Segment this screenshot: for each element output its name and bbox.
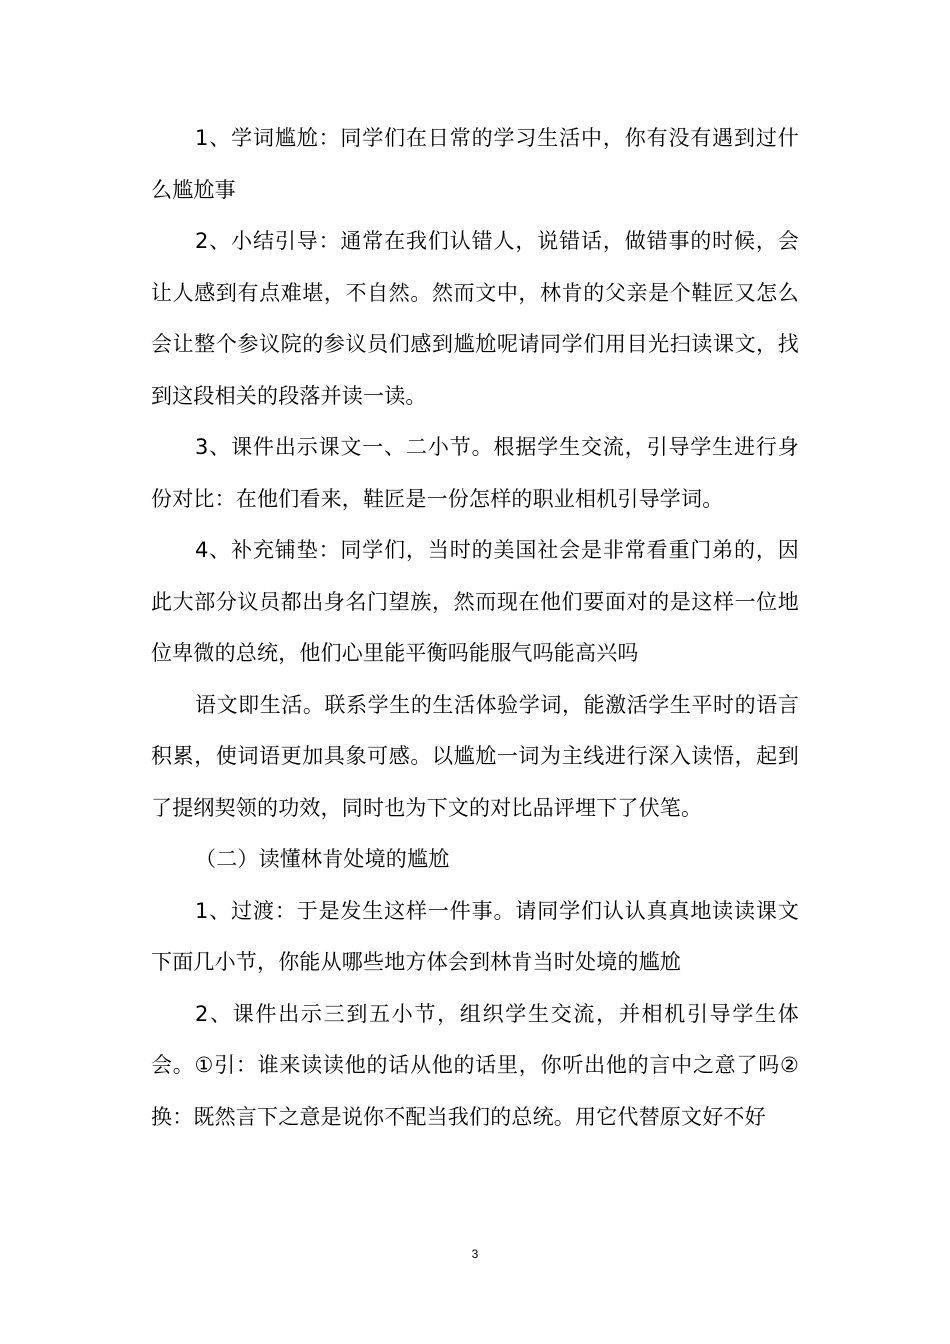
paragraph-courseware-2: 2、课件出示三到五小节，组织学生交流，并相机引导学生体会。①引：谁来读读他的话从他的话里，你听出他的言中之意了吗②换：既然言下之意是说你不配当我们的总统。用它代替原文好不好 bbox=[151, 1001, 799, 1129]
paragraph-courseware-1: 3、课件出示课文一、二小节。根据学生交流，引导学生进行身份对比：在他们看来，鞋匠是一份怎样的职业相机引导学词。 bbox=[151, 435, 799, 511]
section-heading: （二）读懂林肯处境的尴尬 bbox=[195, 847, 450, 871]
paragraph-commentary: 语文即生活。联系学生的生活体验学词，能激活学生平时的语言积累，使词语更加具象可感。以尴尬一词为主线进行深入读悟，起到了提纲契领的功效，同时也为下文的对比品评埋下了伏笔。 bbox=[151, 692, 799, 820]
paragraph-transition: 1、过渡：于是发生这样一件事。请同学们认认真真地读读课文下面几小节，你能从哪些地方体会到林肯当时处境的尴尬 bbox=[151, 898, 799, 974]
paragraph-supplement: 4、补充铺垫：同学们，当时的美国社会是非常看重门弟的，因此大部分议员都出身名门望族，然而现在他们要面对的是这样一位地位卑微的总统，他们心里能平衡吗能服气吗能高兴吗 bbox=[151, 538, 799, 665]
paragraph-learn-word: 1、学词尴尬：同学们在日常的学习生活中，你有没有遇到过什么尴尬事 bbox=[151, 126, 799, 202]
page-number: 3 bbox=[471, 1247, 479, 1261]
paragraph-summary-guide: 2、小结引导：通常在我们认错人，说错话，做错事的时候，会让人感到有点难堪，不自然。然而文中，林肯的父亲是个鞋匠又怎么会让整个参议院的参议员们感到尴尬呢请同学们用目光扫读课文，找到这段相关的段落并读一读。 bbox=[151, 229, 799, 408]
document-body bbox=[151, 113, 799, 1143]
